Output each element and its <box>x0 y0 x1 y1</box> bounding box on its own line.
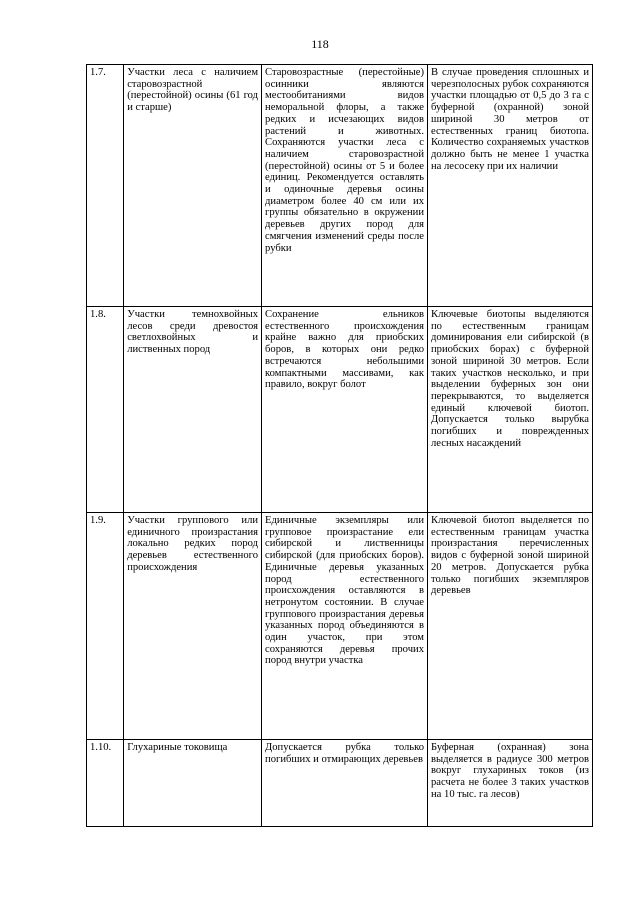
biotope-description-text: Сохранение ельников естественного происхождения крайне важно для приобских боров, в которых они редко встречаются небольшими компактными массивами, как правило, вокруг болот <box>265 309 424 391</box>
biotope-object-cell <box>124 65 262 307</box>
biotope-measures-cell <box>428 307 593 513</box>
biotope-description-cell <box>262 307 428 513</box>
biotope-measures-cell <box>428 513 593 740</box>
row-number: 1.10. <box>87 740 124 827</box>
row-number: 1.9. <box>87 513 124 740</box>
biotope-measures-cell <box>428 740 593 827</box>
biotope-description-cell <box>262 65 428 307</box>
biotope-object-text: Участки группового или единичного произрастания локально редких пород деревьев естественного происхождения <box>127 515 259 573</box>
biotope-object-text: Участки леса с наличием старовозрастной (перестойной) осины (61 год и старше) <box>127 67 259 114</box>
row-number: 1.7. <box>87 65 124 307</box>
biotope-object-text: Участки темнохвойных лесов среди древостоя светлохвойных и лиственных пород <box>127 309 259 356</box>
biotope-object-text: Глухариные токовища <box>127 742 228 753</box>
row-number: 1.8. <box>87 307 124 513</box>
table-row <box>87 513 593 740</box>
biotope-object-cell <box>124 513 262 740</box>
table-row <box>87 740 593 827</box>
table-row <box>87 65 593 307</box>
page-number: 118 <box>311 37 329 51</box>
biotope-measures-text: Ключевые биотопы выделяются по естественным границам доминирования ели сибирской (в приобских борах) с буферной зоной шириной 30 метров. Если таких участков несколько, и при выделении буферных зон они перекрываются, то выделяется единый ключевой биотоп. Допускается только вырубка погибших и поврежденных лесных насаждений <box>431 309 589 449</box>
biotope-measures-text: В случае проведения сплошных и черезполосных рубок сохраняются участки площадью от 0,5 до 3 га с буферной (охранной) зоной шириной 30 метров от естественных границ биотопа. Количество сохраняемых участков должно быть не менее 1 участка на лесосеку при их наличии <box>431 67 589 172</box>
biotope-table <box>86 64 593 827</box>
biotope-measures-text: Ключевой биотоп выделяется по естественным границам участка произрастания перечисленных видов с буферной зоной шириной 20 метров. Допускается рубка только погибших экземпляров деревьев <box>431 515 589 597</box>
biotope-description-text: Единичные экземпляры или групповое произрастание ели сибирской и лиственницы сибирской (для приобских боров). Единичные деревья указанных пород естественного происхождения оставляются в нетронутом состоянии. В случае группового произрастания деревья указанных пород объединяются в один участок, при этом сохраняются деревья прочих пород внутри участка <box>265 515 424 667</box>
biotope-description-text: Допускается рубка только погибших и отмирающих деревьев <box>265 742 424 765</box>
biotope-description-cell <box>262 513 428 740</box>
biotope-description-cell <box>262 740 428 827</box>
biotope-object-cell <box>124 307 262 513</box>
biotope-description-text: Старовозрастные (перестойные) осинники являются местообитаниями видов неморальной флоры, а также редких и исчезающих видов растений и животных. Сохраняются участки леса с наличием старовозрастной (перестойной) осины от 5 и более единиц. Рекомендуется оставлять и одиночные деревья осины диаметром более 40 см или их группы обязательно в окружении деревьев других пород для смягчения изменений среды после рубки <box>265 67 424 254</box>
table-row <box>87 307 593 513</box>
biotope-measures-text: Буферная (охранная) зона выделяется в радиусе 300 метров вокруг глухариных токов (из расчета не более 3 таких участков на 10 тыс. га лесов) <box>431 742 589 800</box>
biotope-object-cell <box>124 740 262 827</box>
biotope-measures-cell <box>428 65 593 307</box>
